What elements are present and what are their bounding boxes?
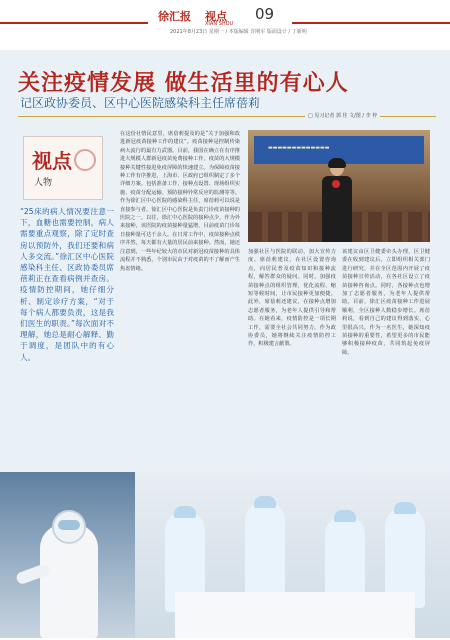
hospital-bed — [175, 592, 415, 638]
newspaper-brand: 徐汇报 — [158, 10, 191, 23]
masthead-rule-left — [0, 22, 148, 24]
subject-hair — [328, 158, 346, 168]
portrait-photo — [248, 130, 430, 242]
protective-suit-worker — [0, 472, 135, 638]
medical-cap — [174, 506, 196, 518]
section-title: 视点 — [205, 10, 227, 23]
medical-staff — [245, 502, 285, 602]
masthead-rule-right — [292, 22, 450, 24]
badge-title: 视点 — [32, 149, 72, 173]
protective-visor — [58, 520, 80, 530]
issue-meta: 2021年8月23日 星期一 / 本版编辑 许刚军 版面设计 / 丁新明 — [170, 29, 307, 35]
subheadline: 记区政协委员、区中心医院感染科主任席蓓莉 — [20, 96, 261, 110]
column-badge — [23, 136, 103, 200]
headline: 关注疫情发展 做生活里的有心人 — [18, 70, 349, 96]
hospital-photo — [0, 472, 450, 638]
subject-corsage — [332, 180, 340, 188]
page-number: 09 — [255, 5, 275, 23]
article-column-2: 加强社区与医院的联动，加大宣传力度。席蓓莉建议，在社区设置咨询点，向居民普及疫苗知识和接种流程，解答群众的疑问。同时，加强疫苗接种点的组织管理，优化流程，缩短等候时间，让市民接种更加便捷。此外，席蓓莉还建议，在接种点增加志愿者服务，为老年人提供引导和帮助。在她看来，疫情防控是一项长期工作，需要全社会共同努力。作为政协委员，她将继续关注疫情防控工作，积极建言献策。 — [248, 249, 336, 348]
pull-quote: “25床的病人情况要注意一下，血糖也需要控制，病人需要重点观察，除了定时查房以预防外，我们还要和病人多交流。”徐汇区中心医院感染科主任、区政协委员席蓓莉正在查看病例并查房。疫情防控期间，她仔细分析、制定诊疗方案，“对于每个病人都要负责，这是我们医生的职责。”每次面对不理解，她总是耐心解释、勤于调度，是团队中的有心人。 — [20, 207, 114, 362]
article-column-3: 该建议由区卫健委牵头办理，区卫健委在收到建议后，立即组织相关部门进行研究，并在全区范围内开展了疫苗接种宣传活动，在各社区设立了疫苗接种咨询点。同时，各接种点也增加了志愿者服务，为老年人提供帮助。目前，徐汇区疫苗接种工作进展顺利，全区接种人数稳步增长。席蓓莉说，看到自己的建议得到落实，心里很高兴。作为一名医生，她深知疫苗接种的重要性，希望更多的市民能够积极接种疫苗，共同筑起免疫屏障。 — [342, 249, 430, 356]
ward-scene — [135, 472, 450, 638]
badge-ornament — [74, 149, 96, 171]
medical-cap — [394, 502, 416, 514]
badge-subtitle: 人物 — [34, 178, 53, 188]
section-title-en: XIAN SHOU — [205, 21, 234, 27]
article-column-1: 在这份社情民意里，席蓓莉提及的是“关于加强和改进新冠疫苗接种工作的建议”。疫苗接种是控制传染病大流行的最有力武器。目前，我国在确立在有序推进大规模人群新冠疫苗免费接种工作，疫苗的大规模接种关键性接进免疫屏障的快速建立。为保障疫苗接种工作有序推进，上海市、区政府已组织制定了多个详细方案。包括准备工作、接种点设置、现场组织实施、疫苗分配运输、预防接种异常反应的监测等等。作为徐汇区中心医院的感染科主任，席蓓莉可以说是直接参与者。徐汇区中心医院是负责门诊疫苗接种的医院之一。以往，徐汇中心医院的接种点少，作为外来接种，该医院的疫苗接种量猛增，目前疫苗门诊每日接种量可达千余人。在日常工作中，疫苗接种点秩序井然，每天都有大量的居民前来接种。然而，她还注意到，一些年纪较大的市民对新冠疫苗接种的具体流程并不熟悉，个别市民由于对疫苗的不了解而产生焦虑情绪。 — [120, 131, 240, 272]
medical-cap — [334, 510, 356, 522]
screen-text-graphic: ▬▬▬▬▬▬▬▬▬▬▬▬▬ — [268, 145, 330, 151]
byline: □ 见习记者 郭 佳 文/图 / 李 梓 — [305, 112, 380, 119]
photo-subject — [322, 160, 352, 242]
medical-cap — [254, 496, 276, 508]
masthead — [0, 0, 450, 40]
